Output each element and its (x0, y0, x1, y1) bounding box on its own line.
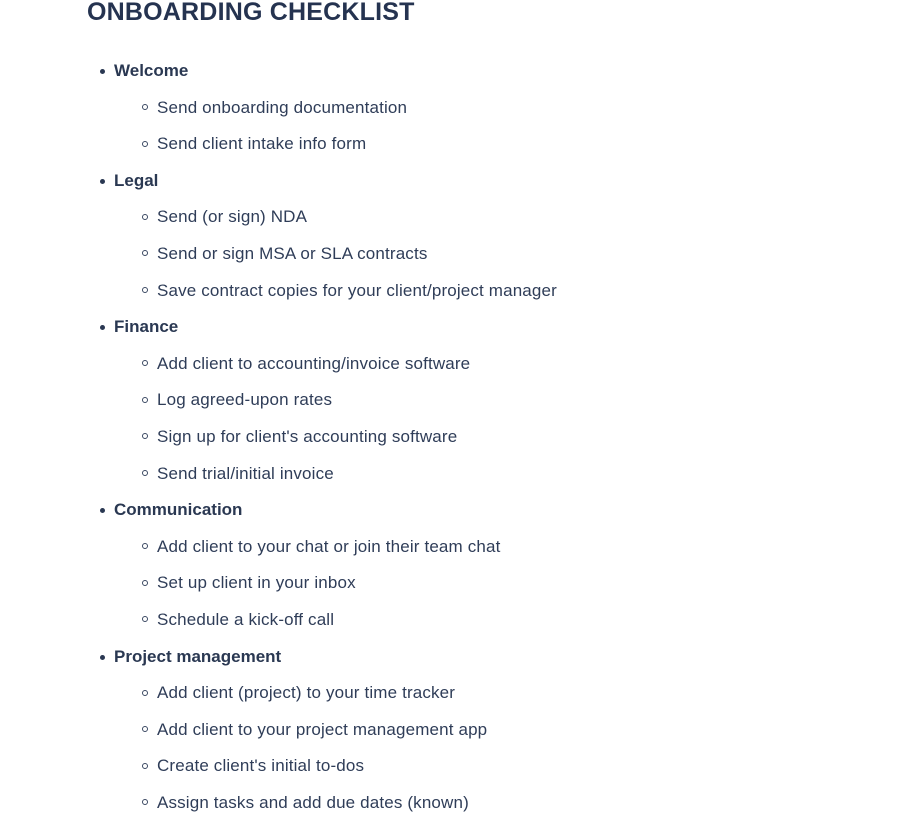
section-heading (0, 492, 557, 529)
hollow-bullet-icon (142, 763, 148, 769)
hollow-bullet-icon (142, 287, 148, 293)
list-item (0, 565, 557, 602)
hollow-bullet-icon (142, 543, 148, 549)
filled-bullet-icon (100, 179, 105, 184)
section-heading-label: Legal (114, 171, 158, 190)
hollow-bullet-icon (142, 214, 148, 220)
list-item-label: Save contract copies for your client/project manager (157, 281, 557, 300)
list-item-label: Send (or sign) NDA (157, 207, 307, 226)
section-heading (0, 639, 557, 676)
list-item-label: Send trial/initial invoice (157, 464, 334, 483)
section-items (0, 675, 557, 821)
list-item (0, 712, 557, 749)
section-items (0, 529, 557, 639)
list-item-label: Add client to your chat or join their team chat (157, 537, 500, 556)
section-project-management (0, 639, 557, 821)
filled-bullet-icon (100, 508, 105, 513)
section-items (0, 199, 557, 309)
list-item (0, 90, 557, 127)
section-finance (0, 309, 557, 492)
hollow-bullet-icon (142, 690, 148, 696)
list-item-label: Schedule a kick-off call (157, 610, 334, 629)
hollow-bullet-icon (142, 726, 148, 732)
section-legal (0, 163, 557, 309)
section-heading-label: Finance (114, 317, 178, 336)
list-item-label: Add client to accounting/invoice software (157, 354, 470, 373)
hollow-bullet-icon (142, 799, 148, 805)
list-item (0, 675, 557, 712)
list-item-label: Assign tasks and add due dates (known) (157, 793, 469, 812)
list-item (0, 748, 557, 785)
section-communication (0, 492, 557, 638)
filled-bullet-icon (100, 325, 105, 330)
list-item (0, 126, 557, 163)
list-item (0, 346, 557, 383)
list-item-label: Sign up for client's accounting software (157, 427, 457, 446)
list-item (0, 199, 557, 236)
page-title: ONBOARDING CHECKLIST (87, 0, 415, 28)
list-item (0, 529, 557, 566)
hollow-bullet-icon (142, 616, 148, 622)
hollow-bullet-icon (142, 433, 148, 439)
section-heading-label: Welcome (114, 61, 188, 80)
hollow-bullet-icon (142, 580, 148, 586)
list-item (0, 236, 557, 273)
list-item (0, 602, 557, 639)
hollow-bullet-icon (142, 250, 148, 256)
hollow-bullet-icon (142, 104, 148, 110)
list-item (0, 785, 557, 821)
section-heading-label: Project management (114, 647, 281, 666)
hollow-bullet-icon (142, 141, 148, 147)
section-heading (0, 163, 557, 200)
section-welcome (0, 53, 557, 163)
list-item-label: Add client (project) to your time tracker (157, 683, 455, 702)
list-item-label: Set up client in your inbox (157, 573, 356, 592)
section-heading (0, 53, 557, 90)
section-heading (0, 309, 557, 346)
list-item (0, 382, 557, 419)
hollow-bullet-icon (142, 397, 148, 403)
section-items (0, 346, 557, 492)
section-heading-label: Communication (114, 500, 242, 519)
list-item-label: Create client's initial to-dos (157, 756, 364, 775)
list-item-label: Send or sign MSA or SLA contracts (157, 244, 427, 263)
section-items (0, 90, 557, 163)
list-item-label: Add client to your project management app (157, 720, 487, 739)
list-item (0, 419, 557, 456)
list-item-label: Send client intake info form (157, 134, 366, 153)
list-item (0, 273, 557, 310)
filled-bullet-icon (100, 655, 105, 660)
filled-bullet-icon (100, 69, 105, 74)
list-item (0, 456, 557, 493)
checklist-sections (0, 53, 557, 821)
hollow-bullet-icon (142, 360, 148, 366)
hollow-bullet-icon (142, 470, 148, 476)
list-item-label: Log agreed-upon rates (157, 390, 332, 409)
list-item-label: Send onboarding documentation (157, 98, 407, 117)
